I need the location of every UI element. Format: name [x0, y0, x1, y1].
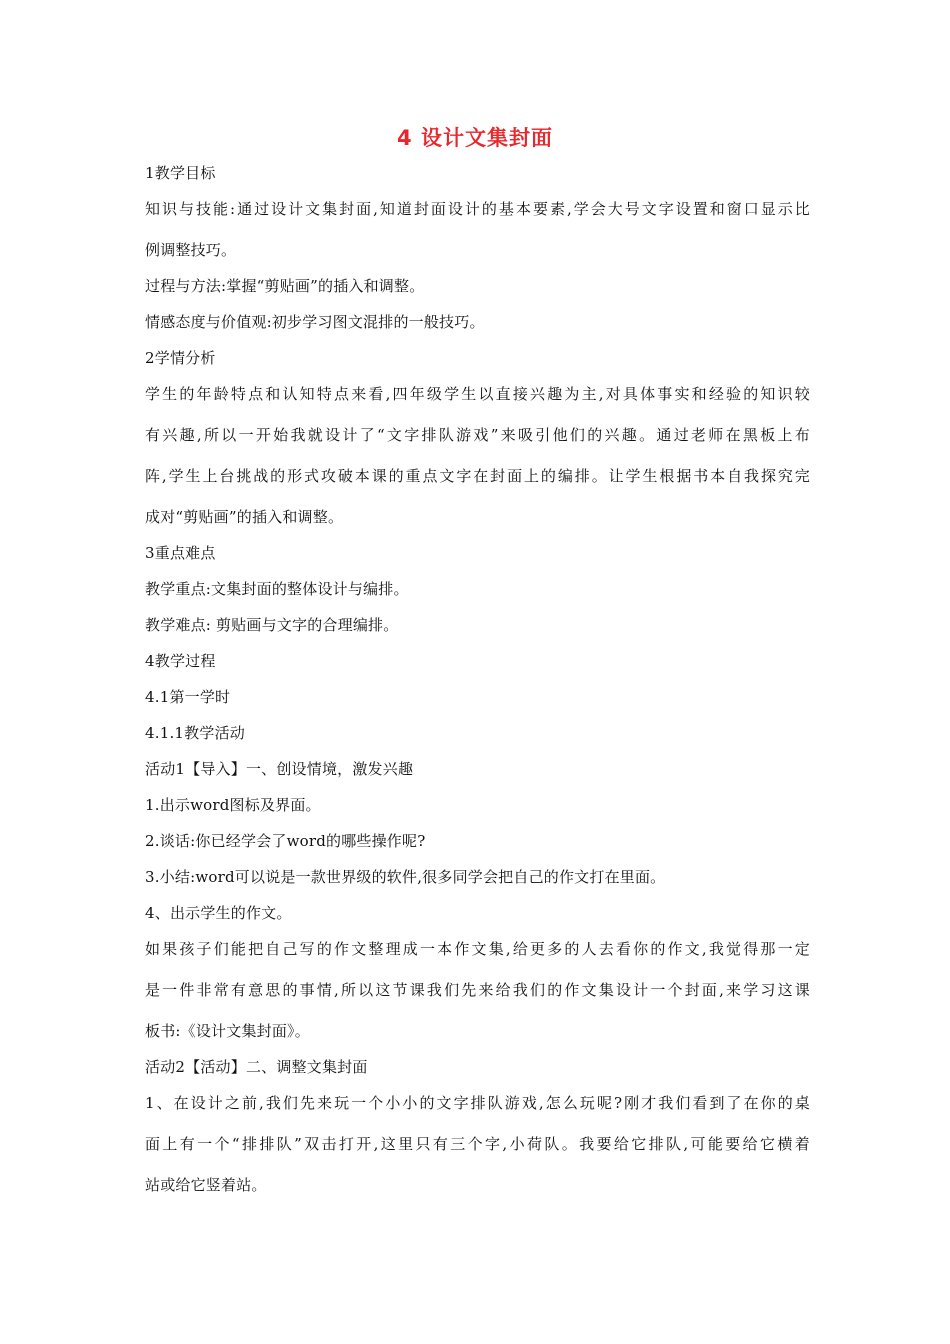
paragraph-line: 教学难点: 剪贴画与文字的合理编排。	[145, 616, 399, 634]
paragraph-line: 成对“剪贴画”的插入和调整。	[145, 508, 344, 526]
paragraph-line: 1.出示word图标及界面。	[145, 796, 321, 814]
paragraph-line: 教学重点:文集封面的整体设计与编排。	[145, 580, 409, 598]
paragraph-line: 4、出示学生的作文。	[145, 904, 292, 922]
section-heading: 1教学目标	[145, 164, 216, 182]
paragraph-line: 站或给它竖着站。	[145, 1176, 267, 1194]
paragraph-line: 2.谈话:你已经学会了word的哪些操作呢?	[145, 832, 426, 850]
paragraph-line: 情感态度与价值观:初步学习图文混排的一般技巧。	[145, 313, 485, 331]
section-heading: 2学情分析	[145, 349, 216, 367]
paragraph-line: 1、在设计之前,我们先来玩一个小小的文字排队游戏,怎么玩呢?刚才我们看到了在你的桌	[145, 1094, 810, 1112]
paragraph-line: 是一件非常有意思的事情,所以这节课我们先来给我们的作文集设计一个封面,来学习这课	[145, 981, 810, 999]
section-heading: 4教学过程	[145, 652, 216, 670]
subsection-heading: 4.1.1教学活动	[145, 724, 245, 742]
paragraph-line: 例调整技巧。	[145, 241, 237, 259]
paragraph-line: 学生的年龄特点和认知特点来看,四年级学生以直接兴趣为主,对具体事实和经验的知识较	[145, 385, 810, 403]
subsection-heading: 4.1第一学时	[145, 688, 231, 706]
paragraph-line: 阵,学生上台挑战的形式攻破本课的重点文字在封面上的编排。让学生根据书本自我探究完	[145, 467, 810, 485]
paragraph-line: 3.小结:word可以说是一款世界级的软件,很多同学会把自己的作文打在里面。	[145, 868, 666, 886]
paragraph-line: 知识与技能:通过设计文集封面,知道封面设计的基本要素,学会大号文字设置和窗口显示比	[145, 200, 810, 218]
paragraph-line: 如果孩子们能把自己写的作文整理成一本作文集,给更多的人去看你的作文,我觉得那一定	[145, 940, 810, 958]
paragraph-line: 过程与方法:掌握“剪贴画”的插入和调整。	[145, 277, 425, 295]
activity-heading: 活动2【活动】二、调整文集封面	[145, 1058, 368, 1076]
document-title: 4 设计文集封面	[397, 126, 553, 150]
paragraph-line: 板书:《设计文集封面》。	[145, 1022, 310, 1040]
paragraph-line: 有兴趣,所以一开始我就设计了“文字排队游戏”来吸引他们的兴趣。通过老师在黑板上布	[145, 426, 810, 444]
activity-heading: 活动1【导入】一、创设情境，激发兴趣	[145, 760, 414, 778]
paragraph-line: 面上有一个“排排队”双击打开,这里只有三个字,小荷队。我要给它排队,可能要给它横着	[145, 1135, 810, 1153]
section-heading: 3重点难点	[145, 544, 216, 562]
